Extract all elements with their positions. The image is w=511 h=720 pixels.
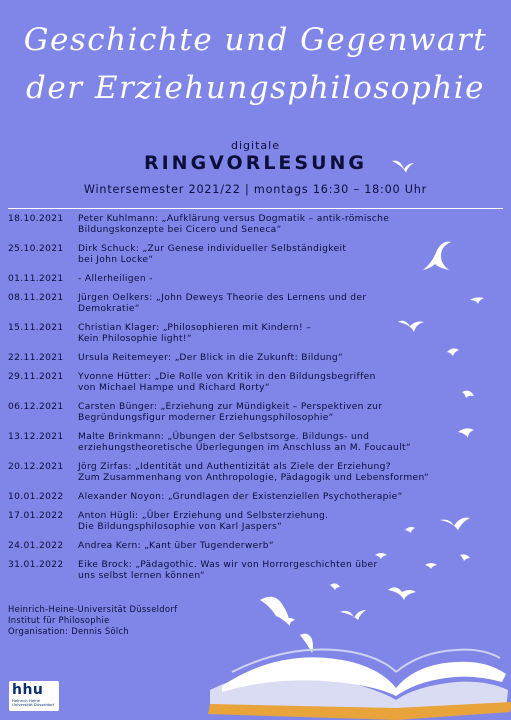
lecture-text: Die Bildungsphilosophie von Karl Jaspers“ bbox=[78, 522, 283, 532]
lecture-text: Andrea Kern: „Kant über Tugenderwerb“ bbox=[78, 541, 274, 551]
lecture-text: Jürgen Oelkers: „John Deweys Theorie des Lernens und der bbox=[78, 293, 367, 303]
lecture-text: bei John Locke“ bbox=[78, 255, 154, 265]
lecture-date: 25.10.2021 bbox=[8, 244, 64, 254]
lecture-text: Bildungskonzepte bei Cicero und Seneca“ bbox=[78, 225, 282, 235]
lecture-date: 31.01.2022 bbox=[8, 560, 64, 570]
footer-institute: Institut für Philosophie bbox=[8, 615, 110, 625]
lecture-row bbox=[8, 402, 498, 424]
lecture-text: Ursula Reitemeyer: „Der Blick in die Zukunft: Bildung“ bbox=[78, 353, 344, 363]
lecture-text: Alexander Noyon: „Grundlagen der Existenziellen Psychotherapie“ bbox=[78, 492, 403, 502]
lecture-row bbox=[8, 274, 498, 285]
lecture-text: Demokratie“ bbox=[78, 304, 140, 314]
poster-title-line1: Geschichte und Gegenwart bbox=[23, 22, 488, 58]
lecture-text: - Allerheiligen - bbox=[78, 274, 153, 284]
lecture-date: 20.12.2021 bbox=[8, 462, 64, 472]
university-logo bbox=[9, 681, 59, 711]
lecture-date: 22.11.2021 bbox=[8, 353, 64, 363]
poster-heading: RINGVORLESUNG bbox=[143, 152, 368, 174]
lecture-row bbox=[8, 541, 498, 552]
lecture-text: uns selbst lernen können“ bbox=[78, 571, 205, 581]
lecture-date: 06.12.2021 bbox=[8, 402, 64, 412]
lecture-date: 29.11.2021 bbox=[8, 372, 64, 382]
lecture-row bbox=[8, 372, 498, 394]
bird-icon bbox=[340, 610, 366, 620]
lecture-date: 13.12.2021 bbox=[8, 432, 64, 442]
lecture-row bbox=[8, 462, 498, 484]
lecture-text: Carsten Bünger: „Erziehung zur Mündigkeit – Perspektiven zur bbox=[78, 402, 383, 412]
divider bbox=[8, 208, 503, 209]
lecture-row bbox=[8, 560, 498, 582]
lecture-row bbox=[8, 293, 498, 315]
lecture-list bbox=[8, 214, 498, 590]
lecture-text: Yvonne Hütter: „Die Rolle von Kritik in den Bildungsbegriffen bbox=[78, 372, 376, 382]
lecture-row bbox=[8, 214, 498, 236]
lecture-text: Peter Kuhlmann: „Aufklärung versus Dogmatik – antik-römische bbox=[78, 214, 390, 224]
lecture-text: Dirk Schuck: „Zur Genese individueller Selbständigkeit bbox=[78, 244, 347, 254]
lecture-date: 17.01.2022 bbox=[8, 511, 64, 521]
lecture-row bbox=[8, 323, 498, 345]
lecture-text: Begründungsfigur moderner Erziehungsphilosophie“ bbox=[78, 413, 334, 423]
footer-organisation: Organisation: Dennis Sölch bbox=[8, 626, 130, 636]
lecture-text: Christian Klager: „Philosophieren mit Kindern! – bbox=[78, 323, 312, 333]
lecture-text: erziehungstheoretische Überlegungen im Anschluss an M. Foucault“ bbox=[78, 443, 411, 453]
lecture-row bbox=[8, 511, 498, 533]
semester-info: Wintersemester 2021/22 | montags 16:30 – 18:00 Uhr bbox=[83, 183, 428, 196]
lecture-text: Kein Philosophie light!“ bbox=[78, 334, 192, 344]
lecture-date: 18.10.2021 bbox=[8, 214, 64, 224]
open-book-illustration bbox=[208, 650, 511, 720]
lecture-text: Jörg Zirfas: „Identität und Authentizität als Ziele der Erziehung? bbox=[78, 462, 391, 472]
lecture-date: 10.01.2022 bbox=[8, 492, 64, 502]
logo-subtext: Heinrich Heine Universität Düsseldorf bbox=[12, 698, 55, 708]
logo-mark: hhu bbox=[12, 682, 44, 698]
lecture-row bbox=[8, 432, 498, 454]
footer-info bbox=[8, 604, 177, 637]
lecture-date: 08.11.2021 bbox=[8, 293, 64, 303]
lecture-row bbox=[8, 353, 498, 364]
lecture-text: Eike Brock: „Pädagothic. Was wir von Horrorgeschichten über bbox=[78, 560, 378, 570]
bird-icon bbox=[260, 597, 290, 626]
lecture-row bbox=[8, 492, 498, 503]
lecture-date: 01.11.2021 bbox=[8, 274, 64, 284]
poster-subtitle: digitale bbox=[231, 139, 280, 152]
lecture-row bbox=[8, 244, 498, 266]
footer-university: Heinrich-Heine-Universität Düsseldorf bbox=[8, 604, 178, 614]
lecture-text: von Michael Hampe und Richard Rorty“ bbox=[78, 383, 270, 393]
lecture-date: 24.01.2022 bbox=[8, 541, 64, 551]
lecture-text: Anton Hügli: „Über Erziehung und Selbsterziehung. bbox=[78, 511, 329, 521]
lecture-text: Zum Zusammenhang von Anthropologie, Pädagogik und Lebensformen“ bbox=[78, 473, 430, 483]
lecture-text: Malte Brinkmann: „Übungen der Selbstsorge. Bildungs- und bbox=[78, 432, 370, 442]
lecture-date: 15.11.2021 bbox=[8, 323, 64, 333]
poster-title-line2: der Erziehungsphilosophie bbox=[26, 70, 485, 106]
